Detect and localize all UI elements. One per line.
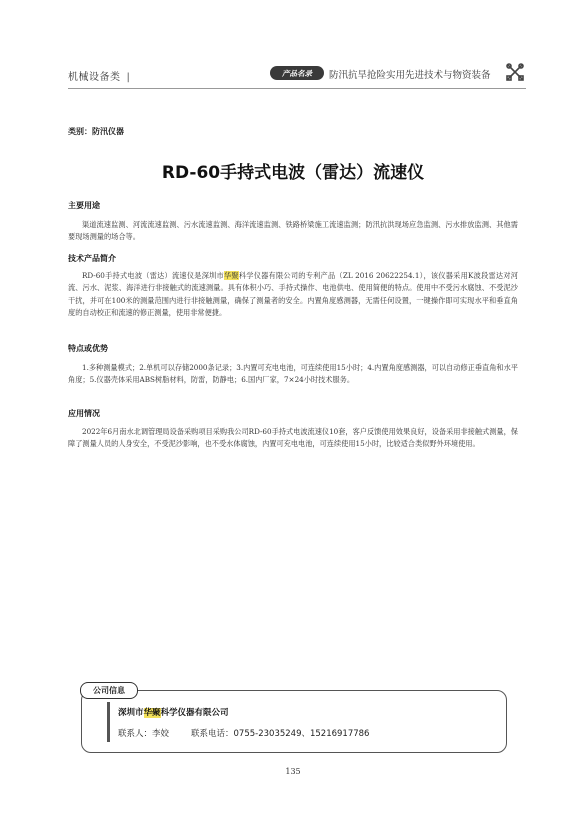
features-heading: 特点或优势 bbox=[68, 344, 108, 353]
usage-text: 渠道流速监测、河流流速监测、污水流速监测、海洋流速监测、铁路桥梁施工流速监测；防汛抗洪现场应急监测、污水排放监测、其他需要现场测量的场合等。 bbox=[68, 220, 518, 242]
tech-text-part2: 科学仪器有限公司的专利产品（ZL 2016 20622254.1），该仪器采用K波段雷达对河流、污水、泥浆、海洋进行非接触式的流速测量。具有体积小巧、手持式操作、电池供电、使用简便的特点。使用中不受污水腐蚀、不受泥沙干扰，并可在100米的测量范围内进行非接触测量，确保了测量者的安全。内置角度感测器，无需任何设置，一键操作即可实现水平和垂直角度的自动校正和流速的修正测量，使用非常便捷。 bbox=[68, 271, 518, 317]
contact-person: 联系人：李姣 bbox=[118, 729, 170, 739]
tech-heading: 技术产品简介 bbox=[68, 254, 116, 263]
application-heading: 应用情况 bbox=[68, 409, 100, 418]
header-divider: | bbox=[126, 72, 131, 83]
company-info-accent-bar bbox=[107, 702, 110, 742]
header-badge: 产品名录 bbox=[270, 66, 324, 80]
company-contact bbox=[118, 727, 369, 739]
company-info-tab: 公司信息 bbox=[80, 682, 138, 699]
header-section-label: 机械设备类 bbox=[68, 72, 121, 83]
header-rule bbox=[68, 88, 526, 89]
tech-text-highlight: 华聚 bbox=[223, 271, 239, 280]
company-name-part2: 科学仪器有限公司 bbox=[160, 708, 229, 718]
page-title: RD-60手持式电波（雷达）流速仪 bbox=[161, 163, 425, 183]
header-section bbox=[68, 68, 130, 83]
company-name-part1: 深圳市 bbox=[118, 708, 144, 718]
contact-phone: 联系电话：0755-23035249、15216917786 bbox=[191, 729, 370, 739]
header-title: 防汛抗旱抢险实用先进技术与物资装备 bbox=[329, 70, 491, 81]
usage-heading: 主要用途 bbox=[68, 201, 100, 210]
company-name-highlight: 华聚 bbox=[143, 708, 161, 718]
tech-text bbox=[68, 270, 518, 319]
company-info-box bbox=[81, 690, 507, 753]
category-label: 类别：防汛仪器 bbox=[68, 127, 124, 136]
crossed-tools-icon bbox=[505, 62, 525, 82]
company-name bbox=[118, 706, 229, 718]
application-text: 2022年6月南水北调管理局设备采购项目采购我公司RD-60手持式电波流速仪10套，客户反馈使用效果良好，设备采用非接触式测量，保障了测量人员的人身安全，不受泥沙影响，也不受水体腐蚀，内置可充电电池，可连续使用15小时，比较适合类似野外环境使用。 bbox=[68, 427, 518, 449]
features-text: 1.多种测量模式；2.单机可以存储2000条记录；3.内置可充电电池，可连续使用15小时；4.内置角度感测器，可以自动修正垂直角和水平角度；5.仪器壳体采用ABS树脂材料，防雷，防静电；6.国内厂家，7×24小时技术服务。 bbox=[68, 363, 518, 385]
page-number: 135 bbox=[285, 767, 301, 776]
tech-text-part1: RD-60手持式电波（雷达）流速仪是深圳市 bbox=[82, 271, 224, 280]
